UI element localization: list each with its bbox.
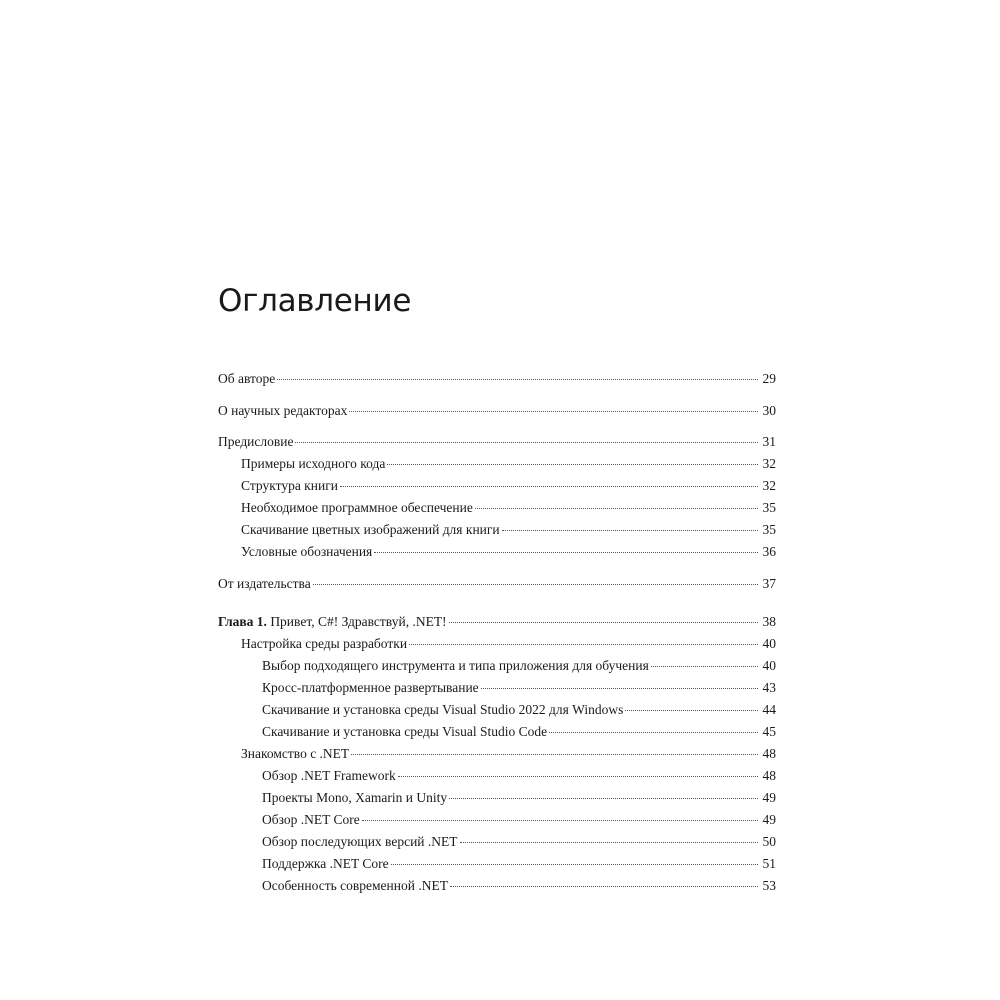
dot-leader xyxy=(362,820,758,821)
dot-leader xyxy=(549,732,758,733)
dot-leader xyxy=(351,754,758,755)
toc-page-number: 40 xyxy=(762,658,776,673)
dot-leader xyxy=(651,666,758,667)
toc-entry-label xyxy=(218,613,447,631)
dot-leader xyxy=(313,584,758,585)
toc-entry-text: Структура книги xyxy=(241,478,338,493)
toc-entry-label xyxy=(241,745,349,763)
toc-page-number: 44 xyxy=(762,702,776,717)
toc-entry-label xyxy=(262,877,448,895)
toc-entry-label xyxy=(241,477,338,495)
dot-leader xyxy=(387,464,758,465)
dot-leader xyxy=(340,486,758,487)
dot-leader xyxy=(475,508,758,509)
toc-entry-text: Выбор подходящего инструмента и типа приложения для обучения xyxy=(262,658,649,673)
page-title: Оглавление xyxy=(218,282,412,319)
toc-page-number: 32 xyxy=(762,456,776,471)
dot-leader xyxy=(409,644,758,645)
toc-page-number: 49 xyxy=(762,812,776,827)
toc-entry-label xyxy=(262,789,447,807)
toc-entry-label xyxy=(262,701,623,719)
toc-entry-label xyxy=(262,723,547,741)
toc-entry-text: Особенность современной .NET xyxy=(262,878,448,893)
toc-entry xyxy=(262,789,776,807)
toc-entry-label xyxy=(241,521,500,539)
toc-entry-label xyxy=(241,455,385,473)
toc-entry-text: Примеры исходного кода xyxy=(241,456,386,471)
toc-page-number: 50 xyxy=(762,834,776,849)
dot-leader xyxy=(449,798,758,799)
toc-entry-text: Кросс-платформенное развертывание xyxy=(262,680,479,695)
toc-entry-text: Условные обозначения xyxy=(241,544,373,559)
toc-page-number: 35 xyxy=(762,522,776,537)
toc-entry xyxy=(262,877,776,895)
toc-entry-label xyxy=(262,679,479,697)
toc-page-number: 45 xyxy=(762,724,776,739)
toc-entry-label xyxy=(241,543,372,561)
toc-entry-label xyxy=(262,833,458,851)
toc-entry-text: Знакомство с .NET xyxy=(241,746,350,761)
toc-page-number: 37 xyxy=(762,576,776,591)
toc-entry-label xyxy=(218,402,347,420)
dot-leader xyxy=(460,842,758,843)
dot-leader xyxy=(481,688,758,689)
toc-entry xyxy=(241,543,776,561)
toc-entry-text: Обзор .NET Core xyxy=(262,812,360,827)
toc-page-number: 51 xyxy=(762,856,776,871)
toc-page-number: 31 xyxy=(762,434,776,449)
toc-entry xyxy=(262,811,776,829)
toc-entry xyxy=(241,477,776,495)
toc-entry-text: Привет, C#! Здравствуй, .NET! xyxy=(266,614,447,629)
toc-page-number: 49 xyxy=(762,790,776,805)
chapter-prefix: Глава 1. xyxy=(218,614,267,629)
dot-leader xyxy=(625,710,758,711)
toc-page-number: 43 xyxy=(762,680,776,695)
toc-entry-label xyxy=(218,433,293,451)
toc-page-number: 53 xyxy=(762,878,776,893)
toc-entry-text: Скачивание и установка среды Visual Studio 2022 для Windows xyxy=(262,702,624,717)
toc-entry-text: Настройка среды разработки xyxy=(241,636,408,651)
toc-entry xyxy=(218,402,776,420)
toc-entry-text: Обзор .NET Framework xyxy=(262,768,396,783)
toc-entry xyxy=(262,855,776,873)
toc-page-number: 36 xyxy=(762,544,776,559)
toc-entry-label xyxy=(241,499,473,517)
toc-entry xyxy=(241,455,776,473)
dot-leader xyxy=(391,864,758,865)
toc-page-number: 48 xyxy=(762,768,776,783)
toc-page-number: 40 xyxy=(762,636,776,651)
toc-entry xyxy=(241,521,776,539)
toc-entry xyxy=(262,723,776,741)
dot-leader xyxy=(374,552,758,553)
toc-page-number: 48 xyxy=(762,746,776,761)
toc-entry-text: Обзор последующих версий .NET xyxy=(262,834,458,849)
toc-entry-label xyxy=(262,811,360,829)
toc-page-number: 30 xyxy=(762,403,776,418)
toc-page-number: 32 xyxy=(762,478,776,493)
toc-entry xyxy=(262,679,776,697)
dot-leader xyxy=(398,776,758,777)
toc-entry xyxy=(218,575,776,593)
dot-leader xyxy=(277,379,758,380)
toc-entry-text: Проекты Mono, Xamarin и Unity xyxy=(262,790,448,805)
toc-entry-text: От издательства xyxy=(218,576,311,591)
toc-entry xyxy=(218,433,776,451)
toc-entry-text: Предисловие xyxy=(218,434,294,449)
toc-page-number: 35 xyxy=(762,500,776,515)
toc-entry xyxy=(241,635,776,653)
toc-page-number: 29 xyxy=(762,371,776,386)
toc-entry-text: Скачивание цветных изображений для книги xyxy=(241,522,500,537)
toc-entry xyxy=(262,701,776,719)
toc-entry xyxy=(241,499,776,517)
toc-entry-text: Об авторе xyxy=(218,371,276,386)
toc-entry xyxy=(218,613,776,631)
toc-entry xyxy=(218,370,776,388)
dot-leader xyxy=(450,886,758,887)
toc-entry-text: Скачивание и установка среды Visual Studio Code xyxy=(262,724,548,739)
toc-entry-label xyxy=(241,635,407,653)
toc-entry-label xyxy=(262,855,389,873)
toc-entry-text: Поддержка .NET Core xyxy=(262,856,389,871)
dot-leader xyxy=(349,411,758,412)
toc-entry xyxy=(262,833,776,851)
dot-leader xyxy=(502,530,758,531)
toc-entry-label xyxy=(262,657,649,675)
toc-page-number: 38 xyxy=(762,614,776,629)
toc-entry-label xyxy=(218,575,311,593)
toc-entry xyxy=(262,657,776,675)
toc-entry xyxy=(262,767,776,785)
toc-entry-text: Необходимое программное обеспечение xyxy=(241,500,473,515)
toc-entry-text: О научных редакторах xyxy=(218,403,348,418)
dot-leader xyxy=(449,622,758,623)
toc-entry-label xyxy=(218,370,275,388)
dot-leader xyxy=(295,442,758,443)
toc-entry xyxy=(241,745,776,763)
toc-entry-label xyxy=(262,767,396,785)
